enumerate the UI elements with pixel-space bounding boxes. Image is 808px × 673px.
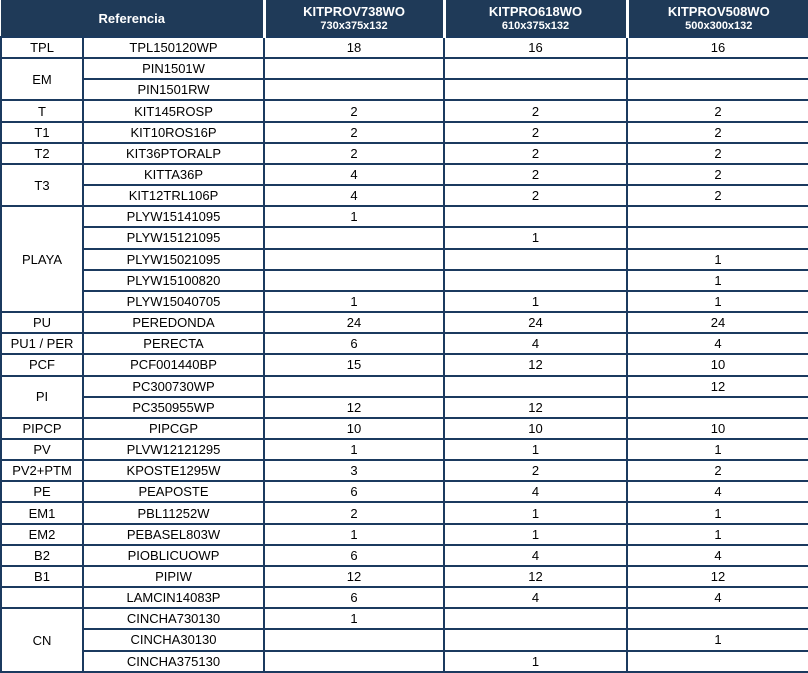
table-row <box>1 397 808 418</box>
reference-code-cell: PLYW15100820 <box>83 270 264 291</box>
group-label-cell: T <box>1 100 83 121</box>
quantity-cell: 4 <box>444 333 627 354</box>
reference-code-cell: PEREDONDA <box>83 312 264 333</box>
table-row <box>1 502 808 523</box>
reference-code-cell: PLYW15121095 <box>83 227 264 248</box>
table-row <box>1 100 808 121</box>
reference-code-cell: KPOSTE1295W <box>83 460 264 481</box>
quantity-cell <box>444 608 627 629</box>
table-row <box>1 291 808 312</box>
table-row <box>1 481 808 502</box>
quantity-cell: 4 <box>264 164 444 185</box>
quantity-cell: 1 <box>444 439 627 460</box>
quantity-cell: 4 <box>444 587 627 608</box>
table-row <box>1 312 808 333</box>
quantity-cell: 1 <box>264 439 444 460</box>
quantity-cell: 2 <box>444 143 627 164</box>
quantity-cell: 12 <box>444 354 627 375</box>
quantity-cell <box>264 270 444 291</box>
quantity-cell: 12 <box>264 397 444 418</box>
table-row <box>1 122 808 143</box>
quantity-cell: 10 <box>627 354 808 375</box>
quantity-cell: 4 <box>264 185 444 206</box>
group-label-cell: CN <box>1 608 83 672</box>
table-row <box>1 524 808 545</box>
table-row <box>1 270 808 291</box>
reference-code-cell: KITTA36P <box>83 164 264 185</box>
table-row <box>1 629 808 650</box>
quantity-cell: 4 <box>627 545 808 566</box>
quantity-cell: 2 <box>627 100 808 121</box>
quantity-cell: 2 <box>627 122 808 143</box>
table-row <box>1 143 808 164</box>
reference-code-cell: PIN1501W <box>83 58 264 79</box>
table-row <box>1 37 808 58</box>
quantity-cell: 1 <box>264 291 444 312</box>
quantity-cell: 10 <box>627 418 808 439</box>
quantity-cell: 2 <box>444 100 627 121</box>
quantity-cell: 1 <box>444 227 627 248</box>
group-label-cell: EM1 <box>1 502 83 523</box>
quantity-cell: 10 <box>264 418 444 439</box>
group-label-cell: PIPCP <box>1 418 83 439</box>
reference-code-cell: PIOBLICUOWP <box>83 545 264 566</box>
quantity-cell <box>627 651 808 672</box>
quantity-cell: 1 <box>627 291 808 312</box>
quantity-cell: 15 <box>264 354 444 375</box>
reference-code-cell: KIT36PTORALP <box>83 143 264 164</box>
quantity-cell <box>444 629 627 650</box>
group-label-cell: B2 <box>1 545 83 566</box>
quantity-cell: 1 <box>627 270 808 291</box>
group-label-cell: T3 <box>1 164 83 206</box>
reference-code-cell: PEAPOSTE <box>83 481 264 502</box>
quantity-cell: 1 <box>444 502 627 523</box>
kit-name: KITPROV738WO <box>303 3 405 19</box>
quantity-cell: 12 <box>444 397 627 418</box>
reference-code-cell: TPL150120WP <box>83 37 264 58</box>
table-row <box>1 545 808 566</box>
table-row <box>1 185 808 206</box>
quantity-cell: 16 <box>444 37 627 58</box>
quantity-cell: 2 <box>444 185 627 206</box>
quantity-cell: 24 <box>264 312 444 333</box>
kit-name: KITPRO618WO <box>488 3 583 19</box>
quantity-cell <box>444 376 627 397</box>
group-label-cell: T2 <box>1 143 83 164</box>
quantity-cell: 1 <box>264 524 444 545</box>
quantity-cell <box>444 270 627 291</box>
quantity-cell <box>627 79 808 100</box>
quantity-cell <box>264 249 444 270</box>
reference-code-cell: PBL11252W <box>83 502 264 523</box>
group-label-cell: PI <box>1 376 83 418</box>
table-row <box>1 227 808 248</box>
header-row <box>1 0 808 37</box>
quantity-cell: 1 <box>444 524 627 545</box>
table-row <box>1 206 808 227</box>
reference-code-cell: PIN1501RW <box>83 79 264 100</box>
group-label-cell: PLAYA <box>1 206 83 312</box>
reference-code-cell: PEBASEL803W <box>83 524 264 545</box>
table-header <box>1 0 808 37</box>
reference-code-cell: CINCHA375130 <box>83 651 264 672</box>
quantity-cell: 12 <box>627 376 808 397</box>
quantity-cell <box>627 227 808 248</box>
table-body <box>1 37 808 672</box>
quantity-cell: 4 <box>627 481 808 502</box>
group-label-cell: PU <box>1 312 83 333</box>
quantity-cell <box>444 58 627 79</box>
quantity-cell <box>264 651 444 672</box>
quantity-cell: 6 <box>264 333 444 354</box>
table-row <box>1 439 808 460</box>
quantity-cell: 6 <box>264 481 444 502</box>
group-label-cell: PU1 / PER <box>1 333 83 354</box>
kit-name: KITPROV508WO <box>667 3 770 19</box>
table-row <box>1 376 808 397</box>
quantity-cell: 4 <box>627 587 808 608</box>
kit-column-header <box>627 0 808 37</box>
quantity-cell: 1 <box>627 502 808 523</box>
table-row <box>1 608 808 629</box>
table-row <box>1 249 808 270</box>
group-label-cell: PV2+PTM <box>1 460 83 481</box>
group-label-cell: EM2 <box>1 524 83 545</box>
quantity-cell: 18 <box>264 37 444 58</box>
quantity-cell <box>627 58 808 79</box>
reference-code-cell: PIPCGP <box>83 418 264 439</box>
quantity-cell: 2 <box>264 143 444 164</box>
quantity-cell: 12 <box>264 566 444 587</box>
quantity-cell: 6 <box>264 587 444 608</box>
group-label-cell: EM <box>1 58 83 100</box>
quantity-cell: 4 <box>627 333 808 354</box>
table-row <box>1 333 808 354</box>
reference-code-cell: PC350955WP <box>83 397 264 418</box>
quantity-cell <box>264 58 444 79</box>
table-row <box>1 651 808 672</box>
reference-code-cell: PLYW15021095 <box>83 249 264 270</box>
quantity-cell: 1 <box>264 608 444 629</box>
group-label-cell: T1 <box>1 122 83 143</box>
quantity-cell: 2 <box>264 122 444 143</box>
reference-code-cell: PERECTA <box>83 333 264 354</box>
quantity-cell: 24 <box>627 312 808 333</box>
quantity-cell: 3 <box>264 460 444 481</box>
reference-code-cell: PLYW15141095 <box>83 206 264 227</box>
quantity-cell: 6 <box>264 545 444 566</box>
reference-code-cell: CINCHA30130 <box>83 629 264 650</box>
group-label-cell: TPL <box>1 37 83 58</box>
quantity-cell: 1 <box>627 629 808 650</box>
quantity-cell <box>627 206 808 227</box>
quantity-cell: 10 <box>444 418 627 439</box>
reference-code-cell: PIPIW <box>83 566 264 587</box>
group-label-cell: PE <box>1 481 83 502</box>
table-row <box>1 58 808 79</box>
quantity-cell: 2 <box>627 185 808 206</box>
quantity-cell: 1 <box>444 651 627 672</box>
kit-dimensions: 610x375x132 <box>501 19 570 32</box>
group-label-cell: B1 <box>1 566 83 587</box>
quantity-cell <box>627 608 808 629</box>
quantity-cell <box>264 629 444 650</box>
kit-column-header <box>264 0 444 37</box>
table-row <box>1 460 808 481</box>
kit-dimensions: 500x300x132 <box>685 19 753 32</box>
table-row <box>1 566 808 587</box>
reference-code-cell: KIT12TRL106P <box>83 185 264 206</box>
quantity-cell <box>264 79 444 100</box>
quantity-cell: 4 <box>444 481 627 502</box>
quantity-cell <box>444 249 627 270</box>
kit-dimensions: 730x375x132 <box>320 19 388 32</box>
quantity-cell <box>264 227 444 248</box>
quantity-cell <box>627 397 808 418</box>
reference-code-cell: LAMCIN14083P <box>83 587 264 608</box>
quantity-cell: 12 <box>444 566 627 587</box>
quantity-cell: 1 <box>627 249 808 270</box>
quantity-cell: 12 <box>627 566 808 587</box>
reference-code-cell: PC300730WP <box>83 376 264 397</box>
quantity-cell: 2 <box>444 122 627 143</box>
table-row <box>1 587 808 608</box>
quantity-cell: 2 <box>444 460 627 481</box>
quantity-cell: 2 <box>627 164 808 185</box>
quantity-cell: 2 <box>444 164 627 185</box>
table-row <box>1 418 808 439</box>
quantity-cell: 1 <box>627 524 808 545</box>
group-label-cell: PV <box>1 439 83 460</box>
group-label-cell: PCF <box>1 354 83 375</box>
reference-code-cell: KIT10ROS16P <box>83 122 264 143</box>
quantity-cell <box>264 376 444 397</box>
reference-code-cell: PCF001440BP <box>83 354 264 375</box>
quantity-cell: 4 <box>444 545 627 566</box>
quantity-cell: 2 <box>627 143 808 164</box>
reference-code-cell: PLVW12121295 <box>83 439 264 460</box>
referencia-column-header: Referencia <box>1 0 264 37</box>
kit-column-header <box>444 0 627 37</box>
quantity-cell: 1 <box>264 206 444 227</box>
quantity-cell: 2 <box>264 100 444 121</box>
table-row <box>1 164 808 185</box>
quantity-cell <box>444 79 627 100</box>
quantity-cell: 1 <box>444 291 627 312</box>
reference-code-cell: CINCHA730130 <box>83 608 264 629</box>
group-label-cell <box>1 587 83 608</box>
quantity-cell: 24 <box>444 312 627 333</box>
quantity-cell: 2 <box>264 502 444 523</box>
quantity-cell <box>444 206 627 227</box>
reference-code-cell: PLYW15040705 <box>83 291 264 312</box>
quantity-cell: 16 <box>627 37 808 58</box>
quantity-cell: 2 <box>627 460 808 481</box>
table-row <box>1 354 808 375</box>
quantity-cell: 1 <box>627 439 808 460</box>
table-row <box>1 79 808 100</box>
reference-code-cell: KIT145ROSP <box>83 100 264 121</box>
